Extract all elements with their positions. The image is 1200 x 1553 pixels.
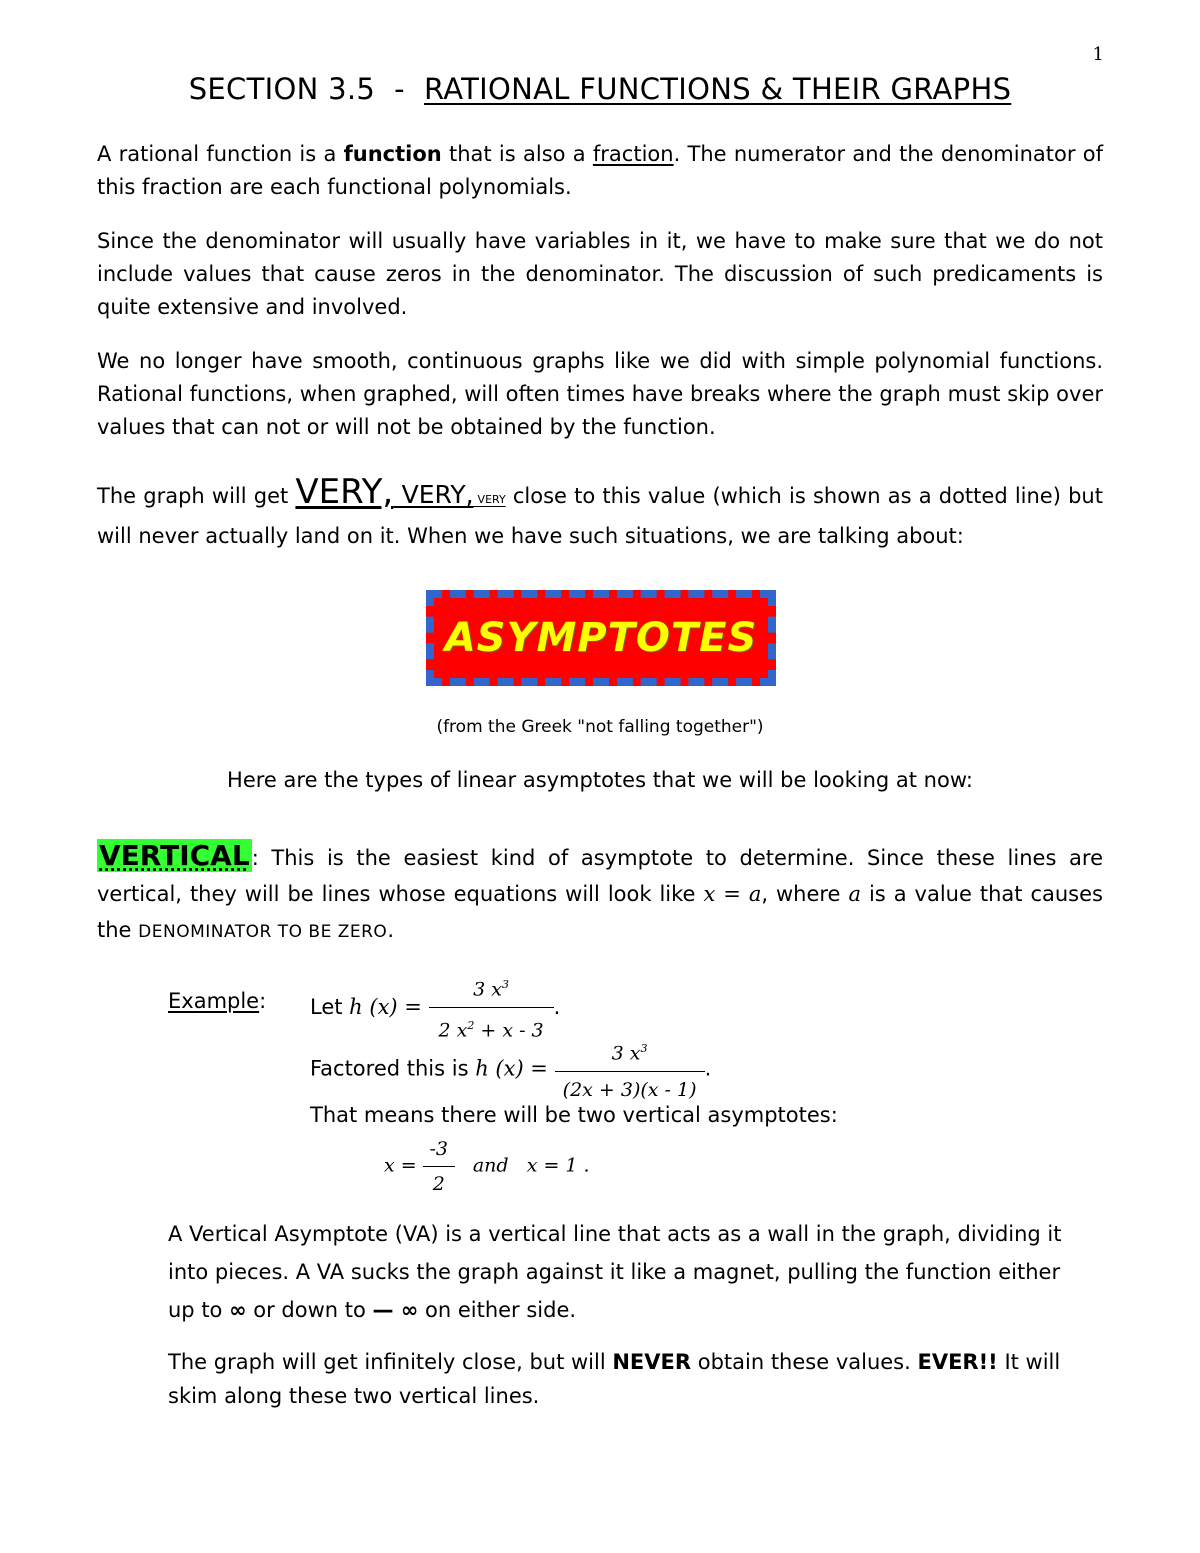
example-period-1: .: [553, 994, 561, 1019]
example-factored-line: [310, 1034, 711, 1105]
va-text-c: on either side.: [418, 1298, 577, 1322]
final-text-c: It will skim along these two vertical lines.: [168, 1350, 1061, 1408]
vertical-text-b: , where: [761, 882, 849, 906]
types-intro-line: Here are the types of linear asymptotes that we will be looking at now:: [227, 768, 973, 792]
ever-bold: EVER!!: [917, 1350, 998, 1374]
section-topic: RATIONAL FUNCTIONS & THEIR GRAPHS: [423, 72, 1012, 106]
fraction-1-den-a: 2 x: [438, 1019, 468, 1042]
vertical-end: .: [387, 918, 395, 942]
fraction-2-num-text: 3 x: [611, 1042, 641, 1065]
final-paragraph: [168, 1345, 1103, 1413]
denominator-paragraph: Since the denominator will usually have variables in it, we have to make sure that we do not include values that cause zeros in the denominator. The discussion of such predicaments is quite extensive and involved.: [97, 229, 1103, 319]
greek-origin-note: (from the Greek "not falling together"): [436, 717, 764, 737]
smooth-graphs-paragraph: We no longer have smooth, continuous graphs like we did with simple polynomial functions. Rational functions, when graphed, will often times have breaks where the graph must skip over values that can not or will not be obtained by the function.: [97, 349, 1103, 439]
neg-three-halves: [423, 1134, 455, 1199]
fraction-2-denominator: (2x + 3)(x - 1): [562, 1079, 697, 1102]
example-asymptote-values: [384, 1134, 590, 1199]
example-h-lhs: h (x) =: [349, 994, 422, 1019]
frac-den: 2: [432, 1173, 445, 1195]
vertical-text-a: This is the easiest kind of asymptote to determine. Since these lines are vertical, they will be lines whose equations will look like: [97, 846, 1103, 906]
vertical-text-c: is a value that causes the: [97, 882, 1103, 942]
fraction-1-den-b: + x - 3: [474, 1019, 544, 1042]
example-h-lhs-2: h (x) =: [475, 1056, 548, 1081]
vertical-paragraph: [97, 838, 1103, 950]
vertical-colon: :: [251, 846, 259, 870]
example-factored-label: Factored this is: [310, 1056, 469, 1081]
vertical-equation: x = a: [703, 882, 762, 906]
va-paragraph: [168, 1215, 1088, 1329]
example-fraction-2: [555, 1034, 705, 1105]
para1-bold-function: function: [343, 142, 442, 166]
title-dash: -: [394, 72, 405, 106]
frac-num: -3: [423, 1134, 455, 1167]
example-period-2: .: [704, 1056, 712, 1081]
fraction-2-numerator: [555, 1034, 705, 1072]
asymptotes-banner: [426, 590, 776, 686]
fraction-1-num-exp: 3: [501, 978, 509, 991]
example-label: Example: [168, 989, 260, 1013]
example-label-line: [168, 986, 266, 1016]
para1-text-a: A rational function is a: [97, 142, 344, 166]
section-number: SECTION 3.5: [188, 72, 376, 106]
and-word: and: [472, 1154, 509, 1177]
fraction-1-num-text: 3 x: [473, 978, 502, 1001]
denominator-zero-caps: DENOMINATOR TO BE ZERO: [138, 922, 388, 942]
very-large: VERY,: [295, 472, 394, 512]
example-means-line: That means there will be two vertical asymptotes:: [310, 1103, 838, 1127]
intro-paragraph: [97, 138, 1103, 204]
very-medium: VERY,: [393, 480, 474, 509]
final-text-a: The graph will get infinitely close, but will: [168, 1350, 613, 1374]
vertical-label: VERTICAL: [99, 839, 250, 872]
fraction-1-den-exp: 2: [467, 1019, 475, 1033]
very-close-paragraph: [97, 474, 1103, 554]
very-small: VERY: [473, 493, 506, 506]
page-title: [0, 72, 1200, 106]
para1-text-c: . The numerator and the denominator of this fraction are each functional polynomials.: [97, 142, 1103, 199]
va-text-b: or down to: [246, 1298, 373, 1322]
x-equals-1: x =: [384, 1154, 417, 1177]
example-colon: :: [259, 989, 267, 1013]
x-equals-2: x = 1 .: [526, 1154, 590, 1177]
para4-text-a: The graph will get: [97, 484, 296, 508]
para4-text-b: close to this value (which is shown as a dotted line) but will never actually land on it. When we have such situations, we are talking about:: [97, 484, 1103, 548]
negative-infinity-symbol: — ∞: [372, 1298, 419, 1322]
fraction-1-numerator: [429, 970, 554, 1008]
never-bold: NEVER: [612, 1350, 692, 1374]
asymptotes-banner-text: ASYMPTOTES: [444, 615, 758, 661]
final-text-b: obtain these values.: [691, 1350, 918, 1374]
para1-text-b: that is also a: [441, 142, 593, 166]
page-number: 1: [1092, 44, 1104, 65]
va-text-a: A Vertical Asymptote (VA) is a vertical line that acts as a wall in the graph, dividing it into pieces. A VA sucks the graph against it like a magnet, pulling the function either up to: [168, 1222, 1062, 1322]
infinity-symbol: ∞: [229, 1298, 247, 1322]
vertical-a-variable: a: [848, 882, 861, 906]
fraction-2-num-exp: 3: [640, 1042, 648, 1055]
para1-underline-fraction: fraction: [592, 142, 674, 166]
example-let: Let: [310, 994, 343, 1019]
